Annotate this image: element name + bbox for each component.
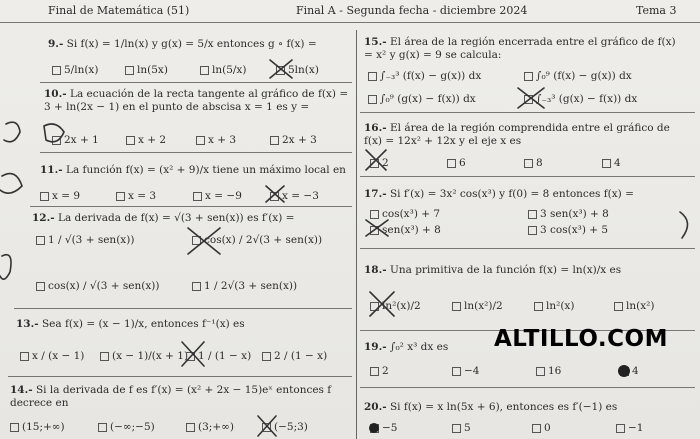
q16-option-d[interactable]: 4 xyxy=(602,157,621,169)
header-center: Final A - Segunda fecha - diciembre 2024 xyxy=(296,4,528,17)
q11-option-c[interactable]: x = −9 xyxy=(193,190,242,202)
question-12: 12.- La derivada de f(x) = √(3 + sen(x)) es f′(x) = xyxy=(32,212,295,224)
q17-option-d[interactable]: 3 cos(x³) + 5 xyxy=(528,224,608,236)
margin-scribble-2 xyxy=(0,174,22,194)
q12-option-c[interactable]: cos(x) / √(3 + sen(x)) xyxy=(36,280,159,292)
question-12-text: La derivada de f(x) = √(3 + sen(x)) es f′(x) = xyxy=(57,212,295,224)
q13-option-d[interactable]: 2 / (1 − x) xyxy=(262,350,327,362)
q12-option-a[interactable]: 1 / √(3 + sen(x)) xyxy=(36,234,134,246)
q16-option-b[interactable]: 6 xyxy=(447,157,466,169)
q17-option-a[interactable]: cos(x³) + 7 xyxy=(370,208,440,220)
question-10-text: La ecuación de la recta tangente al gráfico de f(x) = 3 + ln(2x − 1) en el punto de abscisa x = 1 es y = xyxy=(44,88,349,113)
column-divider xyxy=(356,30,357,439)
question-20: 20.- Si f(x) = x ln(5x + 6), entonces es f′(−1) es xyxy=(364,401,618,413)
q11-option-d[interactable]: x = −3 xyxy=(270,190,319,202)
q15-option-a[interactable]: ∫₋₃³ (f(x) − g(x)) dx xyxy=(368,70,481,82)
question-10: 10.- La ecuación de la recta tangente al gráfico de f(x) = 3 + ln(2x − 1) en el punto de abscisa x = 1 es y = xyxy=(44,88,349,113)
question-16-text: El área de la región comprendida entre el gráfico de f(x) = 12x² + 12x y el eje x es xyxy=(364,122,670,147)
question-13-text: Sea f(x) = (x − 1)/x, entonces f⁻¹(x) es xyxy=(41,318,245,330)
q12-option-b[interactable]: cos(x) / 2√(3 + sen(x)) xyxy=(192,234,322,246)
question-19-text: ∫₀² x³ dx es xyxy=(389,341,449,353)
question-13: 13.- Sea f(x) = (x − 1)/x, entonces f⁻¹(x) es xyxy=(16,318,245,330)
watermark: ALTILLO.COM xyxy=(494,326,668,352)
q18-option-c[interactable]: ln²(x) xyxy=(534,300,574,312)
q15-option-c[interactable]: ∫₀⁹ (g(x) − f(x)) dx xyxy=(368,93,476,105)
q10-option-c[interactable]: x + 3 xyxy=(196,134,236,146)
q9-option-b[interactable]: ln(5x) xyxy=(125,64,168,76)
question-15: 15.- El área de la región encerrada entre el gráfico de f(x) = x² y g(x) = 9 se calcula: xyxy=(364,36,676,61)
question-20-text: Si f(x) = x ln(5x + 6), entonces es f′(−1) es xyxy=(389,401,618,413)
q10-option-d[interactable]: 2x + 3 xyxy=(270,134,317,146)
q9-option-a[interactable]: 5/ln(x) xyxy=(52,64,98,76)
question-19: 19.- ∫₀² x³ dx es xyxy=(364,341,449,353)
header-left: Final de Matemática (51) xyxy=(48,4,190,17)
q16-option-a[interactable]: 2 xyxy=(370,157,389,169)
q16-option-c[interactable]: 8 xyxy=(524,157,543,169)
q17-option-c[interactable]: sen(x³) + 8 xyxy=(370,224,441,236)
q11-option-a[interactable]: x = 9 xyxy=(40,190,80,202)
question-16: 16.- El área de la región comprendida entre el gráfico de f(x) = 12x² + 12x y el eje x es xyxy=(364,122,670,147)
q14-option-a[interactable]: (15;+∞) xyxy=(10,421,65,433)
q12-option-d[interactable]: 1 / 2√(3 + sen(x)) xyxy=(192,280,297,292)
margin-scribble-1 xyxy=(4,122,20,142)
question-11-text: La función f(x) = (x² + 9)/x tiene un máximo local en xyxy=(65,164,346,176)
q19-option-c[interactable]: 16 xyxy=(536,365,561,377)
header-rule xyxy=(0,22,700,23)
question-18: 18.- Una primitiva de la función f(x) = ln(x)/x es xyxy=(364,264,622,276)
q15-option-d[interactable]: ∫₋₃³ (g(x) − f(x)) dx xyxy=(524,93,637,105)
margin-scribble-4 xyxy=(680,212,688,238)
q19-option-d[interactable]: 4 xyxy=(620,365,639,377)
q11-option-b[interactable]: x = 3 xyxy=(116,190,156,202)
q13-option-a[interactable]: x / (x − 1) xyxy=(20,350,84,362)
q19-option-a[interactable]: 2 xyxy=(370,365,389,377)
q10-option-b[interactable]: x + 2 xyxy=(126,134,166,146)
question-15-text: El área de la región encerrada entre el gráfico de f(x) = x² y g(x) = 9 se calcula: xyxy=(364,36,676,61)
question-18-text: Una primitiva de la función f(x) = ln(x)/x es xyxy=(389,264,622,276)
q18-option-a[interactable]: ln²(x)/2 xyxy=(370,300,421,312)
q20-option-d[interactable]: −1 xyxy=(616,422,643,434)
q20-option-a[interactable]: −5 xyxy=(370,422,397,434)
question-17-text: Si f′(x) = 3x² cos(x³) y f(0) = 8 entonces f(x) = xyxy=(389,188,634,200)
q14-option-d[interactable]: (−5;3) xyxy=(262,421,308,433)
margin-scribble-3 xyxy=(0,255,11,279)
q18-option-b[interactable]: ln(x²)/2 xyxy=(452,300,503,312)
q20-option-b[interactable]: 5 xyxy=(452,422,471,434)
question-14: 14.- Si la derivada de f es f′(x) = (x² + 2x − 15)eˣ entonces f decrece en xyxy=(10,384,332,409)
q15-option-b[interactable]: ∫₀⁹ (f(x) − g(x)) dx xyxy=(524,70,632,82)
q14-option-c[interactable]: (3;+∞) xyxy=(186,421,234,433)
q19-option-b[interactable]: −4 xyxy=(452,365,479,377)
question-14-text: Si la derivada de f es f′(x) = (x² + 2x − 15)eˣ entonces f decrece en xyxy=(10,384,332,409)
question-11: 11.- La función f(x) = (x² + 9)/x tiene un máximo local en xyxy=(40,164,346,176)
q17-option-b[interactable]: 3 sen(x³) + 8 xyxy=(528,208,609,220)
q20-option-c[interactable]: 0 xyxy=(532,422,551,434)
q13-option-c[interactable]: 1 / (1 − x) xyxy=(186,350,251,362)
q10-option-a[interactable]: 2x + 1 xyxy=(52,134,99,146)
question-9-text: Si f(x) = 1/ln(x) y g(x) = 5/x entonces g ∘ f(x) = xyxy=(66,38,317,50)
q9-option-d[interactable]: 5ln(x) xyxy=(276,64,319,76)
question-9: 9.- Si f(x) = 1/ln(x) y g(x) = 5/x entonces g ∘ f(x) = xyxy=(48,38,317,50)
header-right: Tema 3 xyxy=(636,4,677,17)
q18-option-d[interactable]: ln(x²) xyxy=(614,300,654,312)
q9-option-c[interactable]: ln(5/x) xyxy=(200,64,246,76)
q13-option-b[interactable]: (x − 1)/(x + 1) xyxy=(100,350,188,362)
q14-option-b[interactable]: (−∞;−5) xyxy=(98,421,155,433)
question-17: 17.- Si f′(x) = 3x² cos(x³) y f(0) = 8 entonces f(x) = xyxy=(364,188,634,200)
